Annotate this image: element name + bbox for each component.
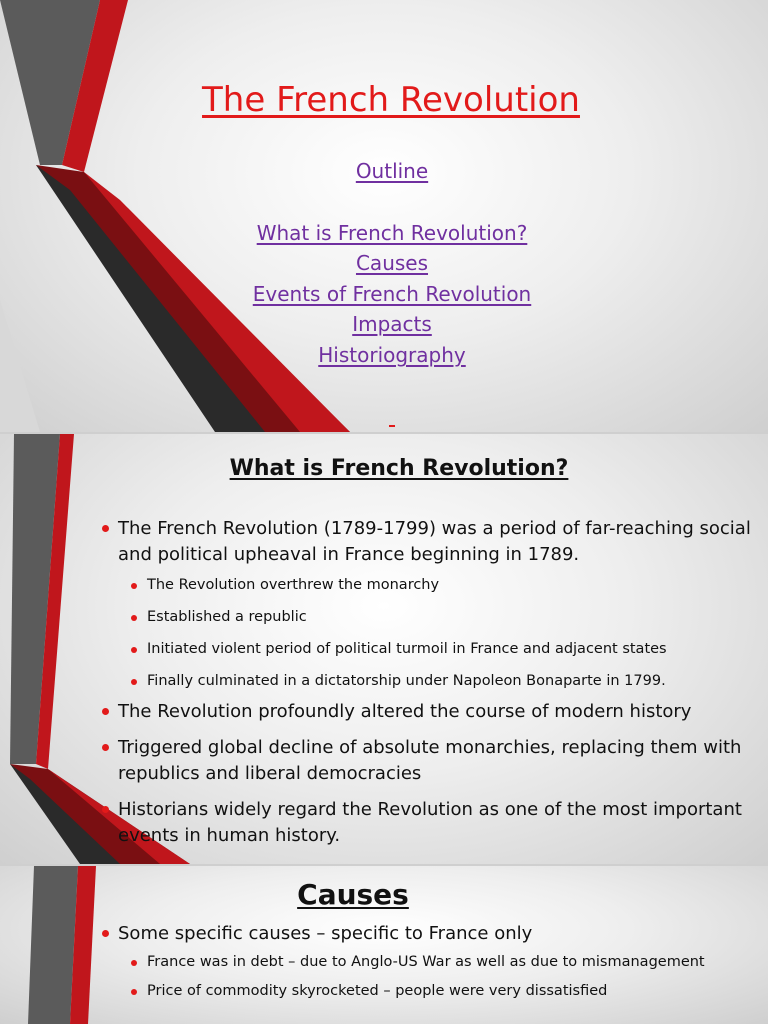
outline-item-link[interactable]: Historiography [318, 342, 466, 367]
sub-bullet-item: France was in debt – due to Anglo-US War as well as due to mismanagement [147, 953, 758, 972]
sub-bullet-item: Finally culminated in a dictatorship under Napoleon Bonaparte in 1799. [147, 672, 758, 691]
slide-outline [0, 0, 768, 432]
slide-causes [0, 866, 768, 1024]
sub-bullet-item: The Revolution overthrew the monarchy [147, 576, 758, 595]
slide-what-is [0, 434, 768, 864]
sub-bullet-item: Established a republic [147, 608, 758, 627]
bullet-list [118, 516, 758, 849]
bullet-list [118, 921, 758, 1001]
slide-title: What is French Revolution? [229, 456, 569, 481]
bullet-item: Historians widely regard the Revolution as one of the most important events in human history. [118, 797, 758, 849]
bullet-item: Triggered global decline of absolute monarchies, replacing them with republics and liberal democracies [118, 735, 758, 787]
bullet-item: The French Revolution (1789-1799) was a period of far-reaching social and political upheaval in France beginning in 1789. [118, 516, 758, 568]
outline-list [0, 156, 768, 371]
outline-item-link[interactable]: Events of French Revolution [252, 281, 532, 306]
outline-item-link[interactable]: Impacts [352, 312, 432, 337]
sub-bullet-item: Price of commodity skyrocketed – people were very dissatisfied [147, 982, 758, 1001]
presentation-title: The French Revolution [202, 80, 580, 120]
small-red-mark [389, 425, 395, 427]
sub-bullet-item: Initiated violent period of political turmoil in France and adjacent states [147, 640, 758, 659]
outline-item-link[interactable]: What is French Revolution? [256, 220, 528, 245]
outline-heading-link[interactable]: Outline [355, 159, 429, 183]
bullet-item: Some specific causes – specific to France only [118, 921, 758, 947]
outline-item-link[interactable]: Causes [355, 251, 429, 276]
slide-title: Causes [297, 878, 409, 911]
bullet-item: The Revolution profoundly altered the course of modern history [118, 699, 758, 725]
